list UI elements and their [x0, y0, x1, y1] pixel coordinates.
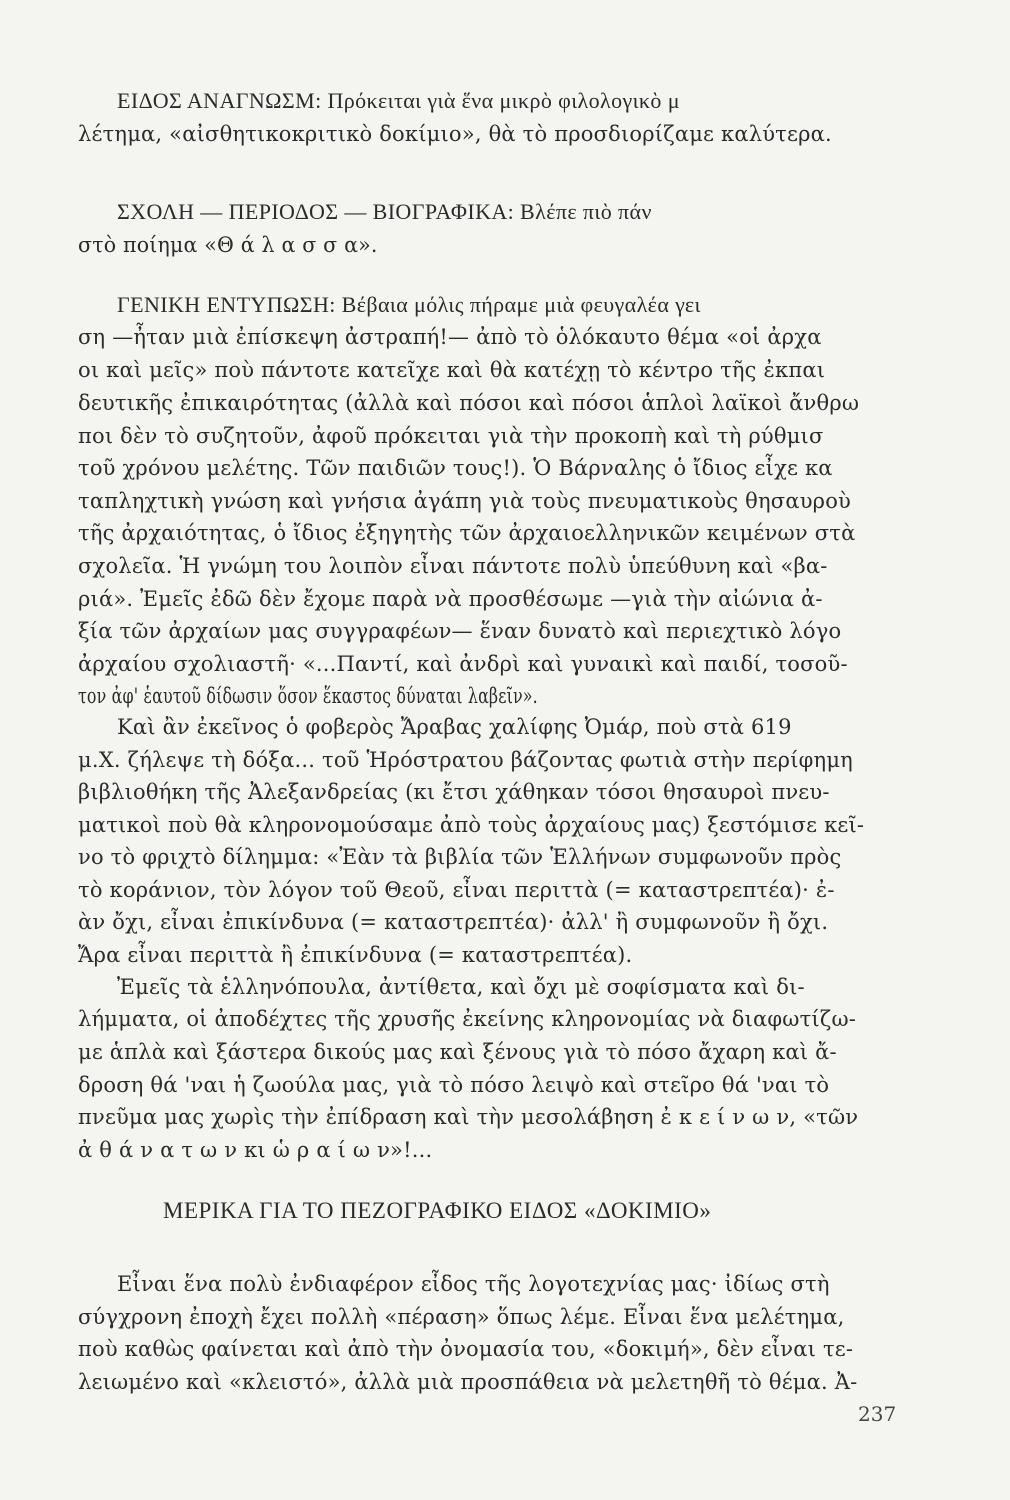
text-line: ταπληχτικὴ γνώση καὶ γνήσια ἀγάπη γιὰ τοὺς πνευματικοὺς θησαυροὺ — [78, 489, 852, 513]
text-line: Εἶναι ἕνα πολὺ ἐνδιαφέρον εἶδος τῆς λογοτεχνίας μας· ἰδίως στὴ — [117, 1272, 830, 1296]
text-line: ση —ἦταν μιὰ ἐπίσκεψη ἀστραπή!— ἀπὸ τὸ ὁλόκαυτο θέμα «οἱ ἀρχα — [78, 325, 822, 349]
text-line: τοῦ χρόνου μελέτης. Τῶν παιδιῶν τους!). Ὁ Βάρναλης ὁ ἴδιος εἶχε κα — [78, 456, 833, 480]
text-line: νο τὸ φριχτὸ δίλημμα: «Ἐὰν τὰ βιβλία τῶν Ἑλλήνων συμφωνοῦν πρὸς — [78, 845, 842, 869]
text-line: δευτικῆς ἐπικαιρότητας (ἀλλὰ καὶ πόσοι καὶ πόσοι ἁπλοὶ λαϊκοὶ ἄνθρω — [78, 391, 860, 415]
text-line: μ.Χ. ζήλεψε τὴ δόξα... τοῦ Ἡρόστρατου βάζοντας φωτιὰ στὴν περίφημη — [78, 748, 853, 772]
text-line: ΕΙΔΟΣ ΑΝΑΓΝΩΣΜ: Πρόκειται γιὰ ἕνα μικρὸ φιλολογικὸ μ — [117, 88, 680, 113]
text-line: λειωμένο καὶ «κλειστό», ἀλλὰ μιὰ προσπάθεια νὰ μελετηθῆ τὸ θέμα. Ἀ- — [78, 1370, 858, 1394]
text-line: Καὶ ἂν ἐκεῖνος ὁ φοβερὸς Ἄραβας χαλίφης Ὀμάρ, ποὺ στὰ 619 — [117, 715, 792, 739]
text-line: ΓΕΝΙΚΗ ΕΝΤΥΠΩΣΗ: Βέβαια μόλις πήραμε μιὰ φευγαλέα γει — [117, 292, 701, 317]
text-line: ἀ θ ά ν α τ ω ν κι ὡ ρ α ί ω ν»!... — [78, 1138, 433, 1162]
text-line: ριά». Ἐμεῖς ἐδῶ δὲν ἔχομε παρὰ νὰ προσθέσωμε —γιὰ τὴν αἰώνια ἀ- — [78, 587, 823, 611]
text-line: ματικοὶ ποὺ θὰ κληρονομούσαμε ἀπὸ τοὺς ἀρχαίους μας) ξεστόμισε κεῖ- — [78, 813, 865, 837]
text-line: με ἁπλὰ καὶ ξάστερα δικούς μας καὶ ξένους γιὰ τὸ πόσο ἄχαρη καὶ ἄ- — [78, 1040, 837, 1064]
text-line: στὸ ποίημα «Θ ά λ α σ σ α». — [78, 233, 378, 257]
text-line: ποὺ καθὼς φαίνεται καὶ ἀπὸ τὴν ὀνομασία του, «δοκιμή», δὲν εἶναι τε- — [78, 1337, 854, 1361]
text-line: ἀρχαίου σχολιαστῆ· «...Παντί, καὶ ἀνδρὶ καὶ γυναικὶ καὶ παιδί, τοσοῦ- — [78, 652, 848, 676]
text-line: τον ἀφ' ἑαυτοῦ δίδωσιν ὅσον ἕκαστος δύναται λαβεῖν». — [78, 684, 538, 708]
text-line: ποι δὲν τὸ συζητοῦν, ἀφοῦ πρόκειται γιὰ τὴν προκοπὴ καὶ τὴ ρύθμισ — [78, 424, 824, 448]
text-line: ὰν ὄχι, εἶναι ἐπικίνδυνα (= καταστρεπτέα)· ἀλλ' ἢ συμφωνοῦν ἢ ὄχι. — [78, 910, 829, 934]
text-line: Ἄρα εἶναι περιττὰ ἢ ἐπικίνδυνα (= καταστρεπτέα). — [78, 943, 633, 967]
text-line: λέτημα, «αἰσθητικοκριτικὸ δοκίμιο», θὰ τὸ προσδιορίζαμε καλύτερα. — [78, 122, 832, 146]
section-title: ΜΕΡΙΚΑ ΓΙΑ ΤΟ ΠΕΖΟΓΡΑΦΙΚΟ ΕΙΔΟΣ «ΔΟΚΙΜΙΟ» — [163, 1198, 712, 1223]
text-line: πνεῦμα μας χωρὶς τὴν ἐπίδραση καὶ τὴν μεσολάβηση ἐ κ ε ί ν ω ν, «τῶν — [78, 1105, 859, 1129]
text-line: ΣΧΟΛΗ — ΠΕΡΙΟΔΟΣ — ΒΙΟΓΡΑΦΙΚΑ: Βλέπε πιὸ πάν — [117, 199, 652, 224]
text-line: σύγχρονη ἐποχὴ ἔχει πολλὴ «πέραση» ὅπως λέμε. Εἶναι ἕνα μελέτημα, — [78, 1305, 845, 1329]
text-line: Ἐμεῖς τὰ ἑλληνόπουλα, ἀντίθετα, καὶ ὄχι μὲ σοφίσματα καὶ δι- — [117, 975, 805, 999]
text-line: τὸ κοράνιον, τὸν λόγον τοῦ Θεοῦ, εἶναι περιττὰ (= καταστρεπτέα)· ἐ- — [78, 878, 835, 902]
text-line: τῆς ἀρχαιότητας, ὁ ἴδιος ἐξηγητὴς τῶν ἀρχαιοελληνικῶν κειμένων στὰ — [78, 521, 856, 545]
text-line: ξία τῶν ἀρχαίων μας συγγραφέων— ἕναν δυνατὸ καὶ περιεχτικὸ λόγο — [78, 619, 842, 643]
text-line: δροση θά 'ναι ἡ ζωούλα μας, γιὰ τὸ πόσο λειψὸ καὶ στεῖρο θά 'ναι τὸ — [78, 1073, 830, 1097]
page-number: 237 — [858, 1402, 897, 1426]
text-line: λήμματα, οἱ ἀποδέχτες τῆς χρυσῆς ἐκείνης κληρονομίας νὰ διαφωτίζω- — [78, 1007, 857, 1031]
text-line: βιβλιοθήκη τῆς Ἀλεξανδρείας (κι ἔτσι χάθηκαν τόσοι θησαυροὶ πνευ- — [78, 780, 830, 804]
text-line: οι καὶ μεῖς» ποὺ πάντοτε κατεῖχε καὶ θὰ κατέχῃ τὸ κέντρο τῆς ἐκπαι — [78, 358, 826, 382]
text-line: σχολεῖα. Ἡ γνώμη του λοιπὸν εἶναι πάντοτε πολὺ ὑπεύθυνη καὶ «βα- — [78, 554, 828, 578]
